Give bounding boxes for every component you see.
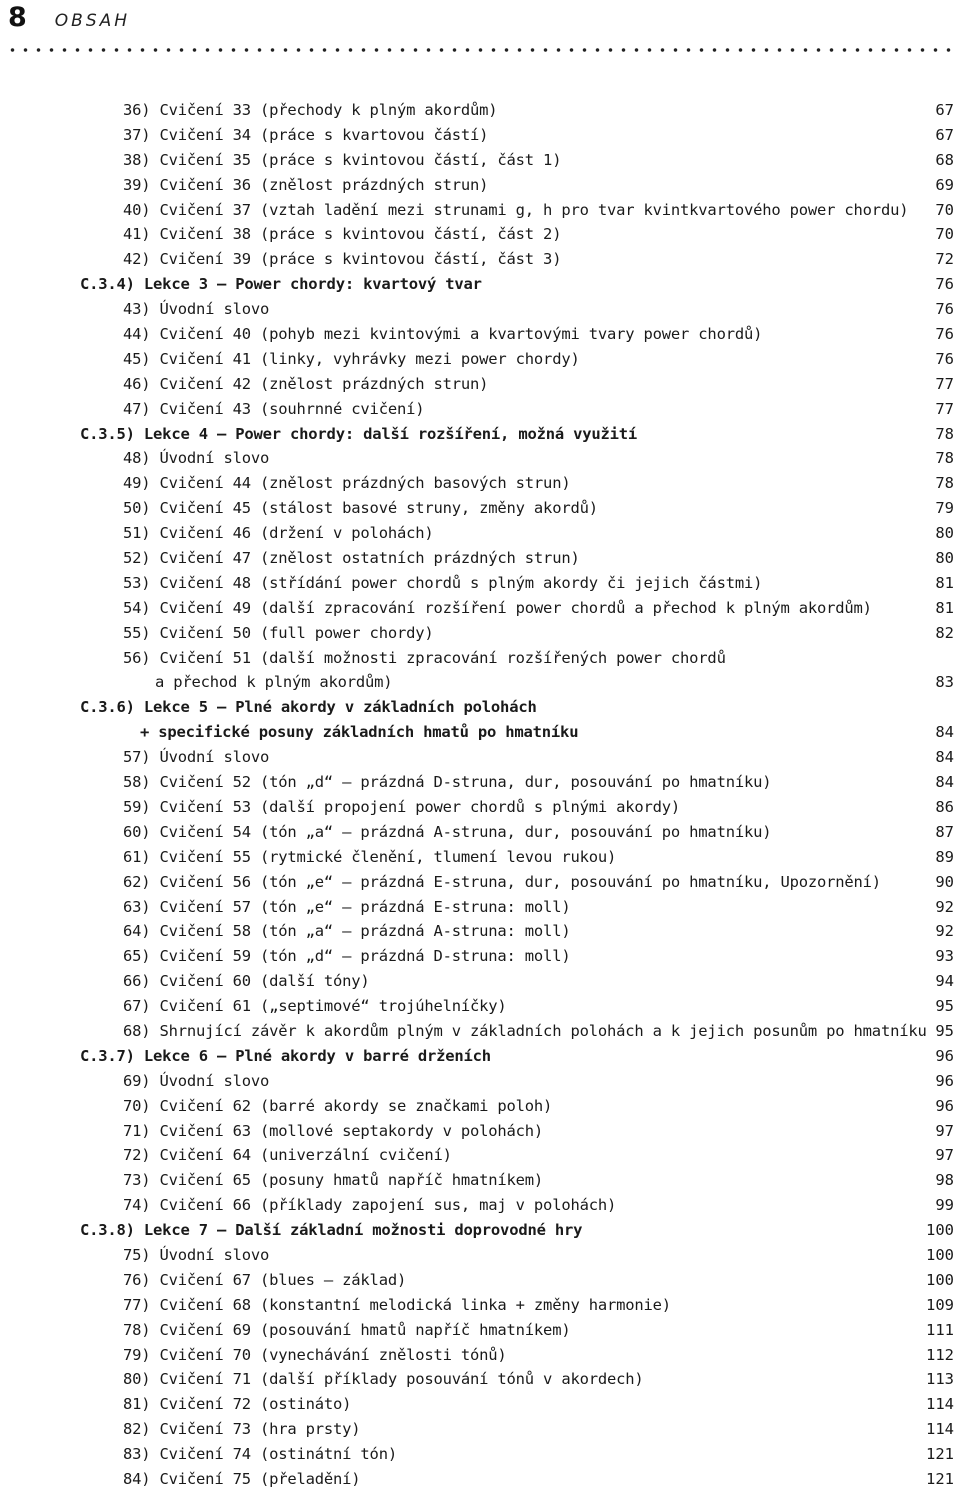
entry-title: C.3.4) Lekce 3 – Power chordy: kvartový tvar xyxy=(80,275,482,294)
toc-entry[interactable] xyxy=(0,123,960,148)
entry-title: 52) Cvičení 47 (znělost ostatních prázdných strun) xyxy=(123,549,580,568)
entry-title: 68) Shrnující závěr k akordům plným v základních polohách a k jejich posunům po hmatníku xyxy=(123,1021,927,1040)
entry-title: 64) Cvičení 58 (tón „a“ – prázdná A-struna: moll) xyxy=(123,922,571,941)
entry-title: C.3.7) Lekce 6 – Plné akordy v barré drženích xyxy=(80,1046,491,1065)
entry-page-number: 81 xyxy=(935,598,954,617)
entry-title: 79) Cvičení 70 (vynechávání znělosti tónů) xyxy=(123,1345,507,1364)
entry-title: 84) Cvičení 75 (přeladění) xyxy=(123,1469,361,1488)
toc-entry[interactable] xyxy=(0,596,960,621)
toc-entry[interactable] xyxy=(0,1069,960,1094)
entry-page-number: 80 xyxy=(935,549,954,568)
toc-entry[interactable] xyxy=(0,670,960,695)
toc-entry[interactable] xyxy=(0,1318,960,1343)
entry-title: 43) Úvodní slovo xyxy=(123,300,270,319)
toc-entry[interactable] xyxy=(0,770,960,795)
entry-page-number: 78 xyxy=(935,474,954,493)
entry-page-number: 97 xyxy=(935,1121,954,1140)
entry-page-number: 69 xyxy=(935,175,954,194)
entry-page-number: 84 xyxy=(935,748,954,767)
entry-page-number: 114 xyxy=(926,1420,954,1439)
entry-page-number: 81 xyxy=(935,573,954,592)
toc-entry[interactable] xyxy=(0,521,960,546)
entry-title: + specifické posuny základních hmatů po hmatníku xyxy=(140,723,579,742)
entry-title: 74) Cvičení 66 (příklady zapojení sus, maj v polohách) xyxy=(123,1196,617,1215)
entry-page-number: 98 xyxy=(935,1171,954,1190)
entry-title: 42) Cvičení 39 (práce s kvintovou částí, část 3) xyxy=(123,250,562,269)
entry-title: 55) Cvičení 50 (full power chordy) xyxy=(123,623,434,642)
toc-entry[interactable] xyxy=(0,820,960,845)
toc-entry[interactable] xyxy=(0,148,960,173)
entry-page-number: 76 xyxy=(935,275,954,294)
entry-page-number: 67 xyxy=(935,125,954,144)
entry-title: 77) Cvičení 68 (konstantní melodická linka + změny harmonie) xyxy=(123,1295,671,1314)
toc-entry[interactable] xyxy=(0,198,960,223)
entry-page-number: 121 xyxy=(926,1469,954,1488)
toc-entry[interactable] xyxy=(0,322,960,347)
page-header xyxy=(8,2,130,42)
toc-entry[interactable] xyxy=(0,919,960,944)
entry-title: 47) Cvičení 43 (souhrnné cvičení) xyxy=(123,399,425,418)
toc-entry[interactable] xyxy=(0,222,960,247)
entry-title: 72) Cvičení 64 (univerzální cvičení) xyxy=(123,1146,452,1165)
toc-entry[interactable] xyxy=(0,1119,960,1144)
entry-page-number: 99 xyxy=(935,1196,954,1215)
toc-entry[interactable] xyxy=(0,1094,960,1119)
entry-page-number: 113 xyxy=(926,1370,954,1389)
entry-title: 40) Cvičení 37 (vztah ladění mezi strunami g, h pro tvar kvintkvartového power chordu) xyxy=(123,200,909,219)
toc-entry[interactable] xyxy=(0,621,960,646)
toc-entry[interactable] xyxy=(0,1293,960,1318)
entry-page-number: 96 xyxy=(935,1071,954,1090)
toc-entry[interactable] xyxy=(0,1243,960,1268)
entry-page-number: 112 xyxy=(926,1345,954,1364)
entry-page-number: 84 xyxy=(935,723,954,742)
entry-title: 70) Cvičení 62 (barré akordy se značkami poloh) xyxy=(123,1096,553,1115)
entry-title: 54) Cvičení 49 (další zpracování rozšíření power chordů a přechod k plným akordům) xyxy=(123,598,872,617)
toc-entry[interactable] xyxy=(0,297,960,322)
toc-entry[interactable] xyxy=(0,845,960,870)
toc-entry[interactable] xyxy=(0,1019,960,1044)
toc-entry[interactable] xyxy=(0,347,960,372)
toc-entry[interactable] xyxy=(0,1467,960,1492)
toc-entry[interactable] xyxy=(0,98,960,123)
toc-section[interactable] xyxy=(0,272,960,297)
entry-page-number: 84 xyxy=(935,773,954,792)
entry-title: C.3.5) Lekce 4 – Power chordy: další rozšíření, možná využití xyxy=(80,424,638,443)
entry-title: 76) Cvičení 67 (blues – základ) xyxy=(123,1270,407,1289)
entry-title: 73) Cvičení 65 (posuny hmatů napříč hmatníkem) xyxy=(123,1171,544,1190)
entry-page-number: 121 xyxy=(926,1445,954,1464)
entry-title: 75) Úvodní slovo xyxy=(123,1245,270,1264)
entry-page-number: 76 xyxy=(935,325,954,344)
entry-title: C.3.6) Lekce 5 – Plné akordy v základních polohách xyxy=(80,698,537,717)
entry-title: 80) Cvičení 71 (další příklady posouvání tónů v akordech) xyxy=(123,1370,644,1389)
toc-entry[interactable] xyxy=(0,1268,960,1293)
entry-title: 37) Cvičení 34 (práce s kvartovou částí) xyxy=(123,125,489,144)
entry-page-number: 94 xyxy=(935,972,954,991)
entry-title: 63) Cvičení 57 (tón „e“ – prázdná E-struna: moll) xyxy=(123,897,571,916)
toc-entry[interactable] xyxy=(0,247,960,272)
entry-title: 45) Cvičení 41 (linky, vyhrávky mezi power chordy) xyxy=(123,349,580,368)
entry-title: 78) Cvičení 69 (posouvání hmatů napříč hmatníkem) xyxy=(123,1320,571,1339)
table-of-contents xyxy=(0,98,960,1492)
entry-title: 38) Cvičení 35 (práce s kvintovou částí, část 1) xyxy=(123,150,562,169)
entry-page-number: 70 xyxy=(935,200,954,219)
entry-page-number: 77 xyxy=(935,374,954,393)
page-number: 8 xyxy=(8,2,27,33)
entry-title: 69) Úvodní slovo xyxy=(123,1071,270,1090)
toc-entry[interactable] xyxy=(0,944,960,969)
toc-entry[interactable] xyxy=(0,795,960,820)
entry-title: 65) Cvičení 59 (tón „d“ – prázdná D-struna: moll) xyxy=(123,947,571,966)
entry-page-number: 96 xyxy=(935,1046,954,1065)
entry-page-number: 100 xyxy=(926,1245,954,1264)
entry-page-number: 76 xyxy=(935,349,954,368)
toc-section[interactable] xyxy=(0,1218,960,1243)
entry-title: 57) Úvodní slovo xyxy=(123,748,270,767)
toc-entry[interactable] xyxy=(0,1193,960,1218)
section-title: OBSAH xyxy=(54,11,131,31)
entry-title: 53) Cvičení 48 (střídání power chordů s plným akordy či jejich částmi) xyxy=(123,573,763,592)
toc-entry[interactable] xyxy=(0,969,960,994)
entry-page-number: 109 xyxy=(926,1295,954,1314)
entry-title: 61) Cvičení 55 (rytmické členění, tlumení levou rukou) xyxy=(123,847,617,866)
entry-title: 82) Cvičení 73 (hra prsty) xyxy=(123,1420,361,1439)
entry-title: 60) Cvičení 54 (tón „a“ – prázdná A-struna, dur, posouvání po hmatníku) xyxy=(123,822,772,841)
entry-page-number: 76 xyxy=(935,300,954,319)
entry-page-number: 67 xyxy=(935,101,954,119)
entry-page-number: 82 xyxy=(935,623,954,642)
entry-page-number: 95 xyxy=(935,997,954,1016)
entry-page-number: 100 xyxy=(926,1221,954,1240)
toc-section[interactable] xyxy=(0,1044,960,1069)
entry-title: 39) Cvičení 36 (znělost prázdných strun) xyxy=(123,175,489,194)
entry-title: 46) Cvičení 42 (znělost prázdných strun) xyxy=(123,374,489,393)
toc-entry[interactable] xyxy=(0,571,960,596)
entry-title: a přechod k plným akordům) xyxy=(155,673,393,692)
entry-title: 49) Cvičení 44 (znělost prázdných basových strun) xyxy=(123,474,571,493)
entry-page-number: 100 xyxy=(926,1270,954,1289)
entry-title: 51) Cvičení 46 (držení v polohách) xyxy=(123,524,434,543)
toc-entry[interactable] xyxy=(0,1143,960,1168)
toc-entry[interactable] xyxy=(0,1168,960,1193)
toc-section[interactable] xyxy=(0,720,960,745)
entry-title: 71) Cvičení 63 (mollové septakordy v polohách) xyxy=(123,1121,544,1140)
entry-title: 56) Cvičení 51 (další možnosti zpracování rozšířených power chordů xyxy=(123,648,726,667)
toc-section[interactable] xyxy=(0,695,960,720)
toc-entry[interactable] xyxy=(0,895,960,920)
toc-entry[interactable] xyxy=(0,546,960,571)
toc-section[interactable] xyxy=(0,422,960,447)
entry-page-number: 92 xyxy=(935,922,954,941)
entry-page-number: 78 xyxy=(935,424,954,443)
entry-title: 58) Cvičení 52 (tón „d“ – prázdná D-struna, dur, posouvání po hmatníku) xyxy=(123,773,772,792)
entry-page-number: 114 xyxy=(926,1395,954,1414)
entry-title: 81) Cvičení 72 (ostináto) xyxy=(123,1395,352,1414)
toc-entry[interactable] xyxy=(0,745,960,770)
entry-title: C.3.8) Lekce 7 – Další základní možnosti doprovodné hry xyxy=(80,1221,583,1240)
toc-entry[interactable] xyxy=(0,1417,960,1442)
entry-title: 66) Cvičení 60 (další tóny) xyxy=(123,972,370,991)
entry-page-number: 111 xyxy=(926,1320,954,1339)
entry-page-number: 96 xyxy=(935,1096,954,1115)
toc-entry[interactable] xyxy=(0,870,960,895)
toc-entry[interactable] xyxy=(0,646,960,671)
toc-entry[interactable] xyxy=(0,446,960,471)
entry-page-number: 97 xyxy=(935,1146,954,1165)
entry-page-number: 92 xyxy=(935,897,954,916)
entry-page-number: 93 xyxy=(935,947,954,966)
toc-entry[interactable] xyxy=(0,1392,960,1417)
entry-title: 36) Cvičení 33 (přechody k plným akordům) xyxy=(123,101,498,119)
toc-entry[interactable] xyxy=(0,496,960,521)
entry-page-number: 80 xyxy=(935,524,954,543)
toc-entry[interactable] xyxy=(0,471,960,496)
dotted-divider xyxy=(6,47,954,53)
toc-entry[interactable] xyxy=(0,1442,960,1467)
entry-page-number: 70 xyxy=(935,225,954,244)
entry-title: 62) Cvičení 56 (tón „e“ – prázdná E-struna, dur, posouvání po hmatníku, Upozornění) xyxy=(123,872,881,891)
entry-page-number: 68 xyxy=(935,150,954,169)
toc-entry[interactable] xyxy=(0,1343,960,1368)
entry-page-number: 90 xyxy=(935,872,954,891)
toc-entry[interactable] xyxy=(0,173,960,198)
entry-title: 48) Úvodní slovo xyxy=(123,449,270,468)
entry-page-number: 78 xyxy=(935,449,954,468)
toc-entry[interactable] xyxy=(0,1367,960,1392)
entry-title: 50) Cvičení 45 (stálost basové struny, změny akordů) xyxy=(123,499,598,518)
entry-page-number: 95 xyxy=(935,1021,954,1040)
toc-entry[interactable] xyxy=(0,994,960,1019)
entry-page-number: 72 xyxy=(935,250,954,269)
entry-title: 83) Cvičení 74 (ostinátní tón) xyxy=(123,1445,397,1464)
toc-entry[interactable] xyxy=(0,372,960,397)
entry-title: 41) Cvičení 38 (práce s kvintovou částí, část 2) xyxy=(123,225,562,244)
entry-title: 44) Cvičení 40 (pohyb mezi kvintovými a kvartovými tvary power chordů) xyxy=(123,325,763,344)
toc-entry[interactable] xyxy=(0,397,960,422)
entry-page-number: 77 xyxy=(935,399,954,418)
entry-title: 59) Cvičení 53 (další propojení power chordů s plnými akordy) xyxy=(123,797,681,816)
entry-page-number: 86 xyxy=(935,797,954,816)
entry-page-number: 89 xyxy=(935,847,954,866)
entry-title: 67) Cvičení 61 („septimové“ trojúhelníčky) xyxy=(123,997,507,1016)
entry-page-number: 87 xyxy=(935,822,954,841)
entry-page-number: 79 xyxy=(935,499,954,518)
entry-page-number: 83 xyxy=(935,673,954,692)
